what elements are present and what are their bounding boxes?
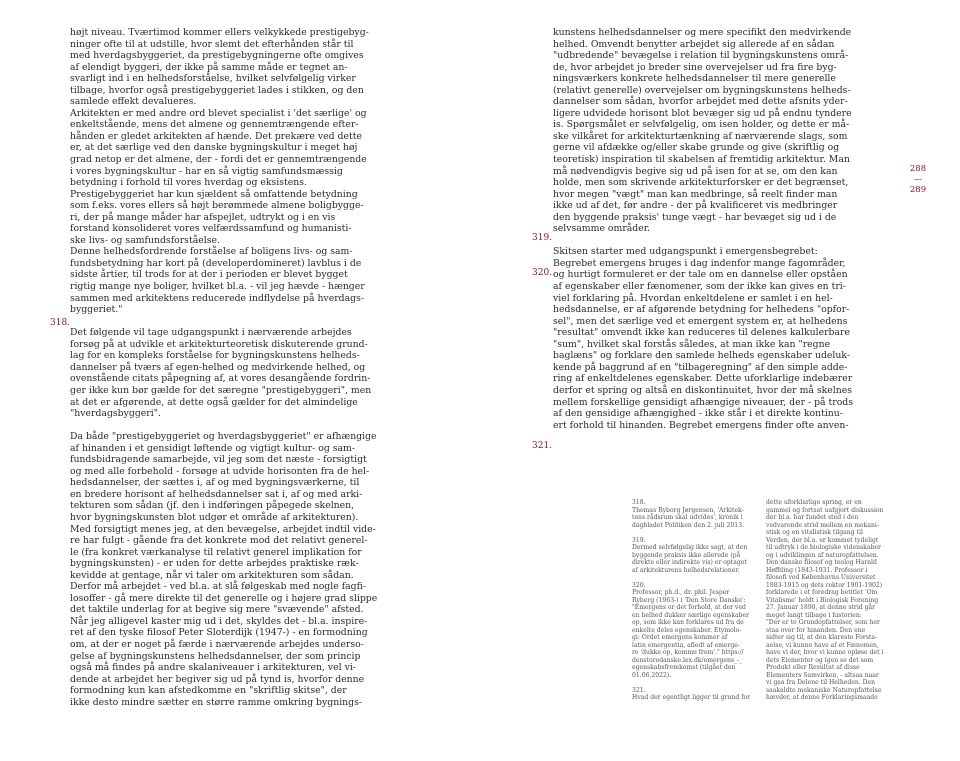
body-text-line: ningsværkers konkrete helhedsdannelser til mere generelle [553, 73, 836, 85]
paragraph-gap [632, 679, 762, 687]
note-marker-318: 318. [50, 318, 71, 328]
footnote-line: meget langt tilbage i historien: [766, 611, 862, 619]
body-text-line: ger ikke kun bør gælde for det særegne "prestigebyggeri", men [70, 384, 372, 396]
body-text-line: selvsamme områder. [553, 223, 651, 235]
body-text-line: gelse af bygningskunstens helhedsdannelser, der som princip [70, 650, 361, 662]
footnote-line: 01.06.2022). [632, 671, 672, 679]
footnote-line: dette uforklarlige spring, er en [766, 499, 862, 506]
footnote-line: dets Elementer og igen se det som [766, 656, 874, 664]
body-text-line: med hverdagsbyggeriet, da prestigebygningerne ofte omgives [70, 50, 364, 62]
body-text-line: le (fra konkret værkanalyse til relativt generel implikation for [70, 546, 362, 558]
body-text-line: fundsbidragende samarbejde, vil jeg som det næste - forsigtigt [70, 454, 367, 466]
footnote-line: latin emergentia, afledt af emerge- [632, 641, 740, 649]
body-text-line: hånden er gledet arkitekten af hænde. Det prekære ved dette [70, 130, 362, 142]
body-text-line: er, at det særlige ved den danske bygningskultur i meget høj [70, 142, 358, 154]
body-text-line: hvor bygningskunsten blot udgør et område af arkitekturen). [70, 511, 359, 523]
note-marker-320: 320. [532, 268, 553, 278]
body-text-line: og med alle forbehold - forsøge at udvide horisonten fra de hel- [70, 465, 370, 477]
footnote-line: have vi der, hvor vi kunne opløse det i [766, 649, 884, 656]
footnote-line: filosofi ved Københavns Universitet [766, 574, 876, 581]
body-text-line: Derfor må arbejdet - ved bl.a. at slå følgeskab med nogle fagfi- [70, 581, 366, 593]
body-text-line: også må findes på andre skalaniveauer i arkitekturen, vel vi- [70, 662, 356, 674]
footnote-line: vi gaa fra Delene til Helheden. Den [766, 679, 876, 686]
footnote-line: vedvarende strid mellem en mekani- [766, 521, 879, 529]
body-text-line: byggeriet." [70, 304, 123, 316]
footnote-line: 1883-1915 og dets rektor 1901-1902) [766, 581, 883, 589]
body-text-line: Med forsigtigt menes jeg, at den bevægelse, arbejdet indtil vide- [70, 523, 376, 535]
body-text-line: ske vilkåret for arkitekturtænkning af nærværende slags, som [553, 130, 848, 142]
body-text-line: kende på baggrund af en "tilbageregning" af den simple adde- [553, 361, 848, 373]
footnotes-column-left [632, 499, 762, 702]
footnote-line: sidter sig til, at den klareste Forsta- [766, 634, 878, 641]
body-text-line: baglæns" og forklare den samlede helheds egenskaber udeluk- [553, 350, 850, 362]
body-text-line: ovenstående citats påpegning af, at vores desangående fordrin- [70, 373, 371, 385]
body-text-line: lag for en kompleks forståelse for bygningskunstens helheds- [70, 350, 360, 362]
body-text-line: derfor et spring og altså en diskontinuitet, hvor der må skelnes [553, 384, 853, 396]
body-text-line: sel", men det særlige ved et emergent system er, at helhedens [553, 315, 848, 327]
body-text-line: dannelser på tværs af egen-helhed og medvirkende helhed, og [70, 361, 366, 373]
body-text-line: Skitsen starter med udgangspunkt i emergensbegrebet: [553, 246, 818, 258]
footnote-line: Produkt eller Resultat af disse [766, 664, 860, 671]
body-text-line: formodning kun kan afstedkomme en "skriftlig skitse", der [70, 685, 347, 697]
body-text-line: ri, der på mange måder har afspejlet, udtrykt og i en vis [70, 211, 336, 223]
body-text-line: betydning i forhold til vores hverdag og eksistens. [70, 177, 307, 189]
footnotes-column-right [766, 499, 906, 702]
body-text-line: "resultat" omvendt ikke kan reduceres til delenes kalkulerbare [553, 327, 850, 339]
footnote-line: forklarede i et foredrag betitlet 'Om [766, 589, 878, 596]
body-text-line: mellem forskellige gensidigt afhængige niveauer, der - på trods [553, 396, 854, 408]
footnote-line: af arkitekturens helhedsrelationer. [632, 566, 740, 574]
body-text-line: højt niveau. Tværtimod kommer ellers velkykkede prestigebyg- [70, 27, 369, 38]
footnote-line: Dermed selvfølgelig ikke sagt, at den [632, 544, 748, 551]
body-text-line: om, at der er noget på færde i nærværende arbejdes underso- [70, 638, 364, 650]
footnote-line: hævder, at denne Forklaringsmaade [766, 694, 878, 701]
body-text-line: Det følgende vil tage udgangspunkt i nærværende arbejdes [70, 327, 352, 339]
body-text-line: ligere udvidede horisont blot bevæger sig ud på endnu tyndere [553, 107, 852, 119]
footnote-line: til udtryk i de biologiske videnskaber [766, 544, 881, 551]
body-text-line: må nødvendigvis begive sig ud på isen for at se, om den kan [553, 165, 838, 177]
footnote-line: Vitalisme' holdt i Biologisk Forening [766, 596, 879, 604]
body-text-line: grad netop er det almene, der - fordi det er gennemtrængende [70, 154, 367, 166]
paragraph-gap [70, 420, 330, 432]
body-text-line: en bredere horisont af helhedsdannelser sat i, af og med arki- [70, 488, 363, 500]
body-text-line: Når jeg alligevel kaster mig ud i det, skyldes det - bl.a. inspire- [70, 615, 368, 627]
footnote-line: en helhed dukker særlige egenskaber [632, 611, 750, 619]
body-text-line: bygningskunsten) - er uden for dette arbejdes praktiske ræk- [70, 558, 359, 570]
body-text-line: af den gensidige afhængighed - ikke står i et direkte kontinu- [553, 408, 843, 420]
body-text-line: tilbage, hvorfor også prestigebyggeriet lades i stikken, og den [70, 84, 364, 96]
footnote-line: 321. [632, 686, 646, 694]
body-text-line: hvor megen "vægt" man kan medbringe, så reelt finder man [553, 188, 838, 200]
note-marker-319: 319. [532, 233, 553, 243]
body-text-line: "sum", hvilket skal forstås således, at man ikke kan "regne [553, 338, 831, 350]
footnote-line: "Der er to Grundopfattelser, som her [766, 619, 880, 626]
paragraph-gap [553, 235, 815, 247]
footnote-line: staa over for hinanden. Den ene [766, 626, 866, 634]
body-text-line: at det er afgørende, at dette også gælder for det almindelige [70, 396, 358, 408]
footnote-line: Ryberg (1963-) i 'Den Store Danske': [632, 596, 746, 604]
footnote-line: egenskabsfremkomst (tilgået den [632, 664, 736, 671]
body-text-line: af egenskaber eller fænomener, som der ikke kan gives en tri- [553, 281, 846, 293]
body-text-line: ret af den tyske filosof Peter Sloterdijk (1947-) - en formodning [70, 627, 368, 639]
body-text-line: dannelser som sådan, hvorfor arbejdet med dette afsnits yder- [553, 96, 848, 108]
body-text-line: hedsdannelser, der sættes i, af og med bygningsværkerne, til [70, 477, 360, 489]
body-text-line: forstand konsolideret vores velfærdssamfund og humanisti- [70, 223, 352, 235]
footnote-line: Elementers Samvirken, - altsaa naar [766, 671, 879, 679]
body-text-line: den byggende praksis' tunge vægt - har bevæget sig ud i de [553, 211, 837, 223]
paragraph-gap [70, 316, 330, 328]
body-text-line: i vores bygningskultur - har en så vigtig samfundsmæssig [70, 165, 343, 177]
body-text-line: gerne vil afdække og/eller skabe grunde og give (skriftlig og [553, 142, 840, 154]
body-text-line: Da både "prestigebyggeriet og hverdagsbyggeriet" er afhængige [70, 431, 377, 443]
paragraph-gap [632, 529, 762, 537]
body-text-line: is. Spørgsmålet er selvfølgelig, om isen holder, og dette er må- [553, 119, 850, 131]
footnote-line: Professor, ph.d., dr. phil. Jesper [632, 589, 730, 596]
footnote-line: og i udviklingen af naturopfattelsen. [766, 551, 879, 559]
page-numbers [905, 164, 931, 196]
body-text-line: ikke desto mindre sætter en større ramme omkring bygnings- [70, 696, 363, 708]
footnote-line: stisk og en vitalistisk tilgang til [766, 529, 863, 536]
body-text-line: rigtig mange nye boliger, hvilket bl.a. - vil jeg hævde - hænger [70, 281, 365, 293]
body-text-line: ikke ud af det, før andre - der på kvalificeret vis medbringer [553, 200, 838, 212]
body-text-line: holde, men som skrivende arkitekturforsker er det begrænset, [553, 177, 849, 189]
page-number-left: 288 [909, 164, 927, 174]
body-text-line: de, hvor arbejdet jo breder sine overvejelser ud fra fire byg- [553, 61, 837, 73]
body-text-line: sammen med arkitektens reducerede indflydelse på hverdags- [70, 292, 364, 304]
body-text-line: Arkitekten er med andre ord blevet specialist i 'det særlige' og [70, 107, 367, 119]
body-text-line: ring af enkeltdelenes egenskaber. Dette uforklarlige indebærer [553, 373, 853, 385]
footnote-line: Den danske filosof og teolog Harald [766, 559, 877, 566]
left-column-text [70, 27, 378, 708]
body-text-line: teoretisk) inspiration til skabelsen af fremtidig arkitektur. Man [553, 154, 850, 166]
footnote-line: 318. [632, 499, 646, 506]
footnote-line: byggende praksis ikke allerede (på [632, 551, 741, 559]
body-text-line: ninger ofte til at udstille, hvor slemt det efterhånden står til [70, 38, 354, 50]
footnote-line: Hvad der egentligt ligger til grund for [632, 694, 751, 701]
body-text-line: svarligt ind i en helhedsforståelse, hvilket selvfølgelig virker [70, 73, 356, 85]
note-marker-321: 321. [532, 441, 553, 451]
body-text-line: hedsdannelse, er af afgørende betydning for helhedens "opfor- [553, 304, 850, 316]
footnote-line: 27. Januar 1898, at denne strid går [766, 604, 876, 611]
body-text-line: Begrebet emergens bruges i dag indenfor mange fagområder, [553, 257, 846, 269]
footnote-line: dagbladet Politiken den 2. juli 2013. [632, 521, 745, 529]
page-number-separator: — [913, 174, 923, 185]
footnote-line: Høffding (1843-1931. Professor i [766, 566, 868, 574]
body-text-line: det taktile underlag for at begive sig mere "svævende" afsted. [70, 604, 364, 616]
body-text-line: enkeltstående, mens det almene og gennemtrængende efter- [70, 119, 359, 131]
footnote-line: direkte eller indirekte vis) er optaget [632, 559, 747, 566]
body-text-line: sidste årtier, til trods for at der i perioden er blevet bygget [70, 269, 348, 281]
footnote-line: gi: Ordet emergens kommer af [632, 634, 728, 641]
body-text-line: (relativt generelle) overvejelser om bygningskunstens helheds- [553, 84, 851, 96]
body-text-line: som f.eks. vores ellers så højt berømmede almene boligbygge- [70, 200, 364, 212]
right-column-text [553, 27, 854, 431]
footnote-line: Verden, der bl.a. er kommet tydeligt [766, 536, 879, 544]
body-text-line: kevidde at gentage, når vi taler om arkitekturen som sådan. [70, 569, 354, 581]
body-text-line: "udbredende" bevægelse i relation til bygningskunstens områ- [553, 50, 849, 62]
body-text-line: ert forhold til hinanden. Begrebet emergens finder ofte anven- [553, 419, 849, 431]
body-text-line: losoffer - gå mere direkte til det generelle og i højere grad slippe [70, 592, 378, 604]
footnote-line: "Emergens er det forhold, at der ved [632, 604, 746, 611]
footnote-line: der bl.a. har fundet sted i den [766, 514, 859, 521]
body-text-line: fundsbetydning har kort på (developerdomineret) lavblus i de [70, 257, 362, 269]
footnote-line: tens rådsrum skal udvides', kronik i [632, 514, 743, 521]
body-text-line: dende at arbejdet her begiver sig ud på tynd is, hvorfor denne [70, 673, 365, 685]
footnote-line: 319. [632, 536, 646, 544]
footnote-line: 320. [632, 581, 646, 589]
footnote-line: denstoredanske.lex.dk/emergens_-_ [632, 656, 743, 664]
body-text-line: re har fulgt - gående fra det konkrete mod det relativt generel- [70, 535, 368, 547]
body-text-line: Prestigebyggeriet har kun sjældent så omfattende betydning [70, 188, 358, 200]
body-text-line: Denne helhedsfordrende forståelse af boligens livs- og sam- [70, 246, 353, 258]
body-text-line: og hurtigt formuleret er der tale om en dannelse eller opståen [553, 269, 848, 281]
footnote-line: saakaldte mekaniske Naturopfattelse [766, 686, 882, 694]
footnote-line: Thomas Ryborg Jørgensen, 'Arkitek- [632, 506, 744, 514]
body-text-line: tekturen som sådan (jf. den i indføringen påpegede skelnen, [70, 500, 355, 512]
body-text-line: kunstens helhedsdannelser og mere specifikt den medvirkende [553, 27, 852, 38]
footnote-line: op, som ikke kan forklares ud fra de [632, 619, 744, 626]
footnote-line: re 'dukke op, komme frem'." https:// [632, 649, 744, 656]
body-text-line: "hverdagsbyggeri". [70, 408, 161, 420]
body-text-line: af elendigt byggeri, der ikke på samme måde er tegnet an- [70, 61, 348, 73]
body-text-line: forsøg på at udvikle et arkitekturteoretisk diskuterende grund- [70, 338, 368, 350]
body-text-line: helhed. Omvendt benytter arbejdet sig allerede af en sådan [553, 38, 835, 50]
body-text-line: samlede effekt devalueres. [70, 96, 197, 108]
paragraph-gap [632, 574, 762, 582]
page-number-right: 289 [909, 185, 927, 195]
body-text-line: viel forklaring på. Hvordan enkeltdelene er samlet i en hel- [553, 292, 833, 304]
body-text-line: ske livs- og samfundsforståelse. [70, 234, 220, 246]
footnote-line: aelse, vi kunne have af et Fænomen, [766, 641, 879, 649]
footnote-line: enkelte deles egenskaber. Etymolo- [632, 626, 742, 634]
body-text-line: af hinanden i et gensidigt løftende og vigtigt kultur- og sam- [70, 442, 355, 454]
footnote-line: gammel og fortsat uafgjort diskussion [766, 506, 884, 514]
